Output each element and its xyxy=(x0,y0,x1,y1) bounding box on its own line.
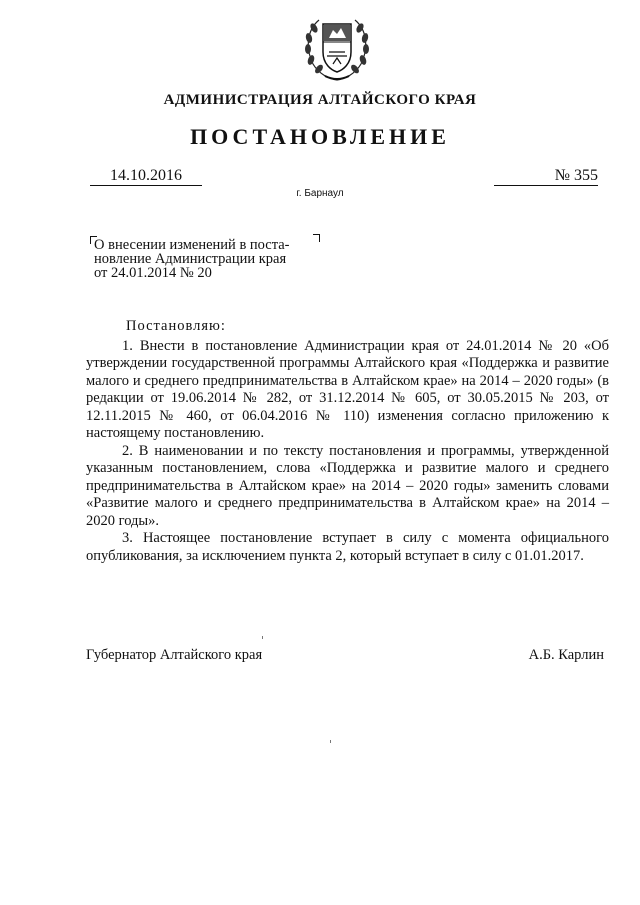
signatory-name: А.Б. Карлин xyxy=(528,647,604,663)
document-subject xyxy=(94,238,319,280)
signatory-title: Губернатор Алтайского края xyxy=(86,647,263,663)
document-date: 14.10.2016 xyxy=(90,167,202,186)
paragraph-2: 2. В наименовании и по тексту постановления и программы, утвержденной указанным постановлением, слова «Поддержка и развитие малого и среднего предпринимательства в Алтайском крае» на 2014 – 2020 годы» заменить словами «Развитие малого и среднего предпринимательства в Алтайском крае» на 2014 – 2020 годы». xyxy=(86,442,609,529)
paragraph-3: 3. Настоящее постановление вступает в силу с момента официального опубликования, за исключением пункта 2, который вступает в силу с 01.01.2017. xyxy=(86,530,609,564)
document-number: № 355 xyxy=(494,167,598,186)
subject-line: от 24.01.2014 № 20 xyxy=(94,265,212,281)
subject-line: новление Администрации края xyxy=(94,251,287,267)
paragraph-1: 1. Внести в постановление Администрации края от 24.01.2014 № 20 «Об утверждении государственной программы Алтайского края «Поддержка и развитие малого и среднего предпринимательства в Алтайском крае» на 2014 – 2020 годы» (в редакции от 19.06.2014 № 282, от 31.12.2014 № 605, от 30.05.2015 № 203, от 12.11.2015 № 460, от 06.04.2016 № 110) изменения согласно приложению к настоящему постановлению. xyxy=(86,337,609,441)
city-label: г. Барнаул xyxy=(296,188,344,199)
scan-speck xyxy=(330,740,331,743)
resolution-intro: Постановляю: xyxy=(126,318,226,334)
document-body xyxy=(86,318,609,565)
scan-speck xyxy=(262,636,263,639)
organization-name: АДМИНИСТРАЦИЯ АЛТАЙСКОГО КРАЯ xyxy=(163,92,477,108)
document-type: ПОСТАНОВЛЕНИЕ xyxy=(190,124,450,149)
altai-krai-coat-of-arms-icon xyxy=(299,12,375,82)
subject-line: О внесении изменений в поста- xyxy=(94,237,290,253)
